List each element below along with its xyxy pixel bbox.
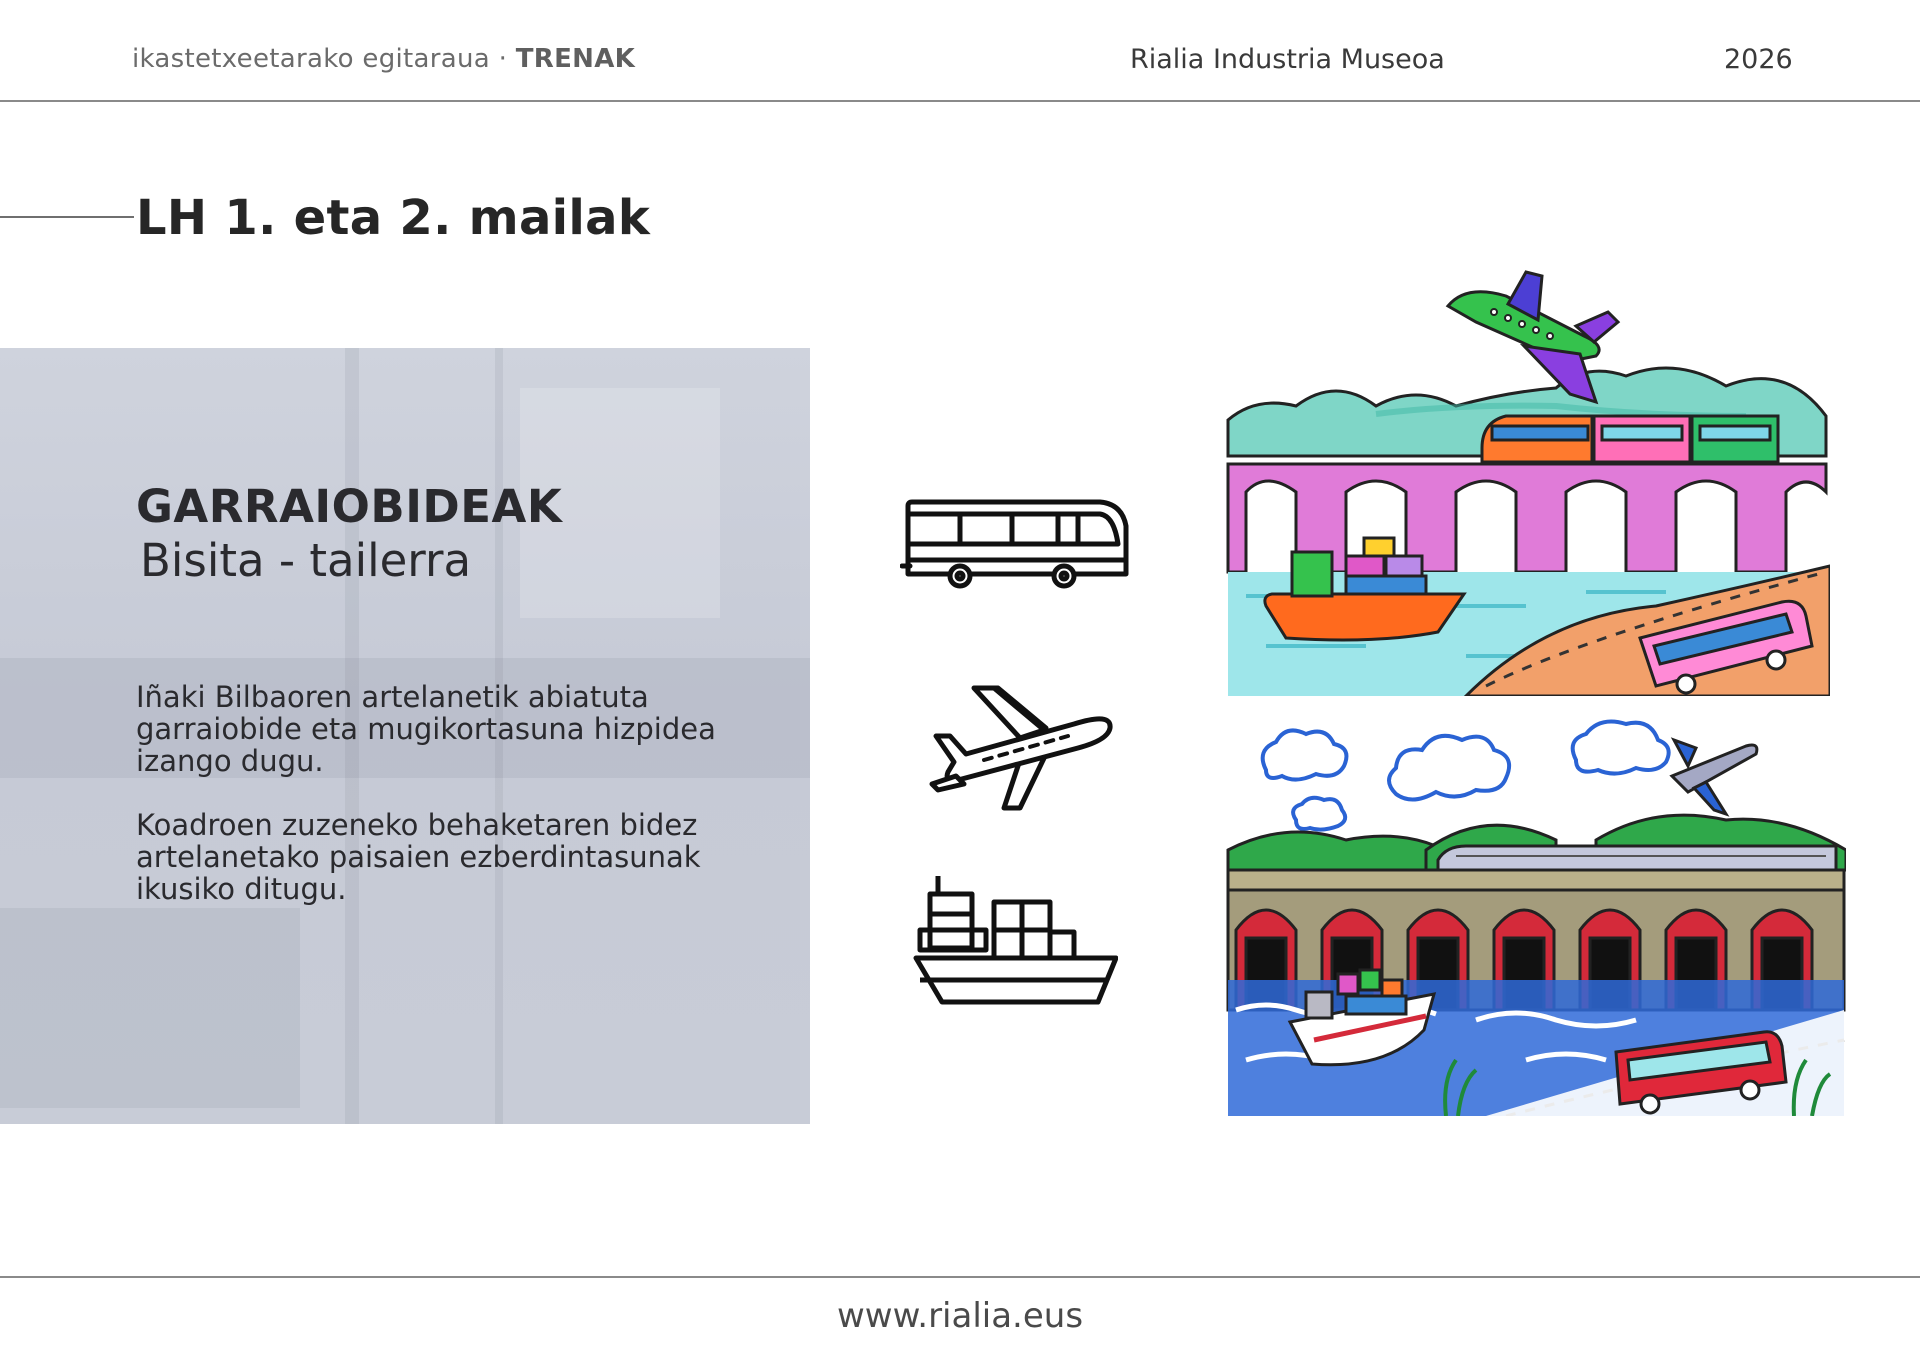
footer-rule xyxy=(0,1276,1920,1278)
activity-description: Iñaki Bilbaoren artelanetik abiatuta garraiobide eta mugikortasuna hizpidea izango dugu. xyxy=(136,680,716,778)
activity-description: Koadroen zuzeneko behaketaren bidez artelanetako paisaien ezberdintasunak ikusiko ditugu. xyxy=(136,808,701,906)
year-label: 2026 xyxy=(1724,44,1793,75)
activity-subtitle: Bisita - tailerra xyxy=(140,534,472,587)
transport-drawing-viaduct xyxy=(1226,266,1830,696)
program-strong: TRENAK xyxy=(515,44,636,74)
page-header xyxy=(0,0,1920,102)
activity-title: GARRAIOBIDEAK xyxy=(136,480,563,533)
photo-detail xyxy=(0,908,300,1108)
drawn-clouds xyxy=(1263,722,1669,830)
title-rule xyxy=(0,216,134,218)
website-link[interactable]: www.rialia.eus xyxy=(836,1296,1084,1336)
transport-drawing-bridge xyxy=(1226,710,1846,1116)
museum-name: Rialia Industria Museoa xyxy=(1130,44,1445,75)
drawn-train xyxy=(1476,416,1786,464)
bus-icon xyxy=(900,496,1130,592)
airplane-icon xyxy=(928,684,1114,814)
page-title: LH 1. eta 2. mailak xyxy=(136,190,651,246)
program-text: ikastetxeetarako egitaraua · xyxy=(132,44,508,74)
cargo-ship-icon xyxy=(912,872,1118,1008)
program-label xyxy=(132,44,635,74)
drawn-plane xyxy=(1672,740,1757,814)
drawn-train xyxy=(1438,846,1836,870)
